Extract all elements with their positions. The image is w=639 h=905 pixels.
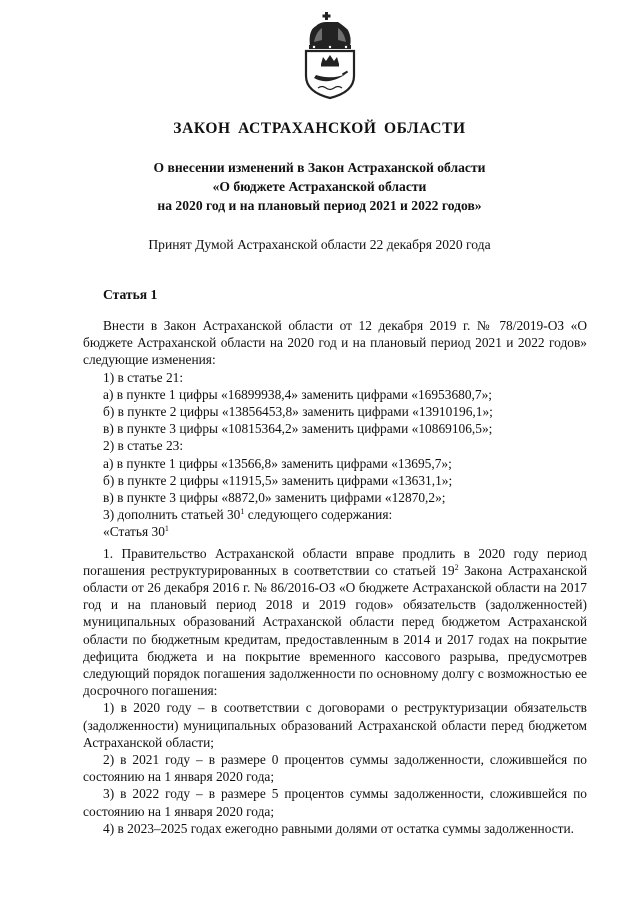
change-item: в) в пункте 3 цифры «10815364,2» заменить цифрами «10869106,5»; (103, 421, 493, 437)
change-item: б) в пункте 2 цифры «13856453,8» заменить цифрами «13910196,1»; (103, 404, 493, 420)
add-article-item (83, 506, 587, 523)
subtitle-line: О внесении изменений в Закон Астраханской области (153, 160, 486, 175)
law-subtitle (0, 158, 639, 215)
new-article-text: «Статья 30 (103, 524, 165, 540)
paragraph-1 (83, 545, 587, 700)
schedule-item: 2) в 2021 году – в размере 0 процентов суммы задолженности, сложившейся по состоянию на 1 января 2020 года; (83, 752, 587, 785)
change-item: а) в пункте 1 цифры «13566,8» заменить цифрами «13695,7»; (103, 455, 452, 471)
superscript: 2 (454, 562, 459, 572)
subtitle-line: на 2020 год и на плановый период 2021 и 2022 годов» (157, 198, 482, 213)
change-item: а) в пункте 1 цифры «16899938,4» заменить цифрами «16953680,7»; (103, 386, 492, 402)
law-title: ЗАКОН АСТРАХАНСКОЙ ОБЛАСТИ (173, 120, 466, 137)
paragraph-text: Закона Астраханской области от 26 декабря 2016 г. № 86/2016-ОЗ «О бюджете Астраханской области на 2017 год и на плановый период 2018 и 2019 годов» обязательств (задолженностей) муниципальных образований Астраханской области перед бюджетом Астраханской области по бюджетным кредитам, предоставленным в 2014 и 2017 годах на покрытие дефицита бюджета и на покрытие временного кассового разрыва, предусмотрев следующий порядок погашения задолженности по основному долгу с возможностью ее досрочного погашения: (83, 562, 588, 699)
add-article-text: следующего содержания: (244, 507, 393, 523)
change-item: б) в пункте 2 цифры «11915,5» заменить цифрами «13631,1»; (103, 472, 453, 488)
paragraph-text: 1. Правительство Астраханской области вправе продлить в 2020 году период погашения реструктурированных в соответствии со статьей 19 (83, 545, 587, 578)
intro-paragraph: Внести в Закон Астраханской области от 12 декабря 2019 г. № 78/2019-ОЗ «О бюджете Астраханской области на 2020 год и на плановый период 2021 и 2022 годов» следующие изменения: (83, 318, 587, 368)
schedule-item: 3) в 2022 году – в размере 5 процентов суммы задолженности, сложившейся по состоянию на 1 января 2020 года; (83, 786, 587, 819)
astrakhan-coat-of-arms-icon (298, 10, 362, 100)
article-body (83, 317, 587, 837)
superscript: 1 (240, 507, 245, 517)
article-heading: Статья 1 (103, 287, 158, 302)
schedule-item: 1) в 2020 году – в соответствии с договорами о реструктуризации обязательств (задолженности) муниципальных образований Астраханской области перед бюджетом Астраханской области; (83, 700, 587, 750)
change-item: в) в пункте 3 цифры «8872,0» заменить цифрами «12870,2»; (103, 490, 446, 506)
schedule-item: 4) в 2023–2025 годах ежегодно равными долями от остатка суммы задолженности. (103, 820, 575, 836)
change-item: 1) в статье 21: (103, 369, 184, 385)
change-item: 2) в статье 23: (103, 438, 184, 454)
new-article-label (83, 523, 587, 540)
adoption-note: Принят Думой Астраханской области 22 декабря 2020 года (148, 237, 491, 252)
subtitle-line: «О бюджете Астраханской области (212, 179, 427, 194)
add-article-text: 3) дополнить статьей 30 (103, 507, 241, 523)
superscript: 1 (164, 524, 169, 534)
